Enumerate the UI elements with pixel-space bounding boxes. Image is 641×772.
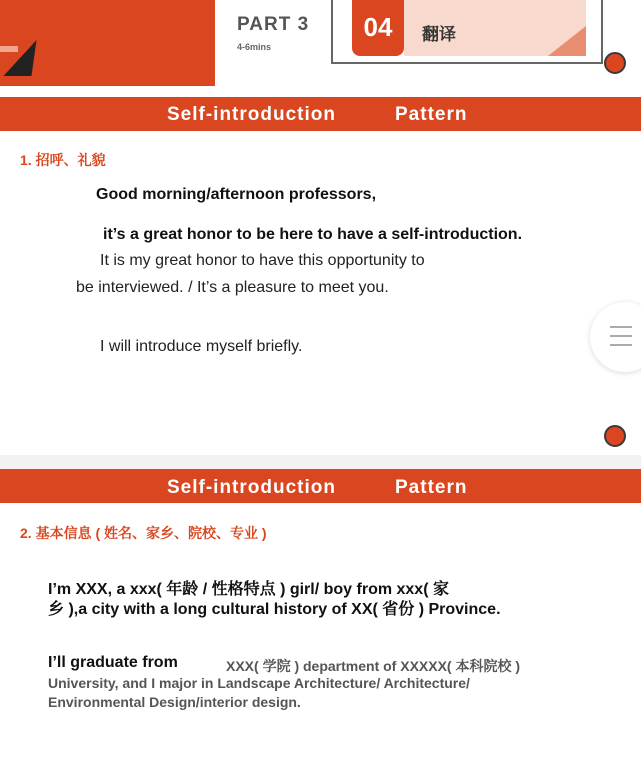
slide2-banner-left: Self-introduction [167, 477, 336, 498]
orange-dot-icon [604, 52, 626, 74]
slide1-line4: be interviewed. / It’s a pleasure to meet you. [76, 279, 389, 296]
badge-label: 翻译 [422, 25, 456, 44]
slide2-section-heading: 2. 基本信息 ( 姓名、家乡、院校、专业 ) [20, 525, 267, 541]
slide2-line5: Environmental Design/interior design. [48, 694, 301, 710]
menu-icon [610, 326, 632, 328]
menu-icon-line [610, 344, 632, 346]
orange-dot-icon [604, 425, 626, 447]
part-title: PART 3 [237, 14, 310, 35]
menu-icon-line [610, 335, 632, 337]
slide1-line5: I will introduce myself briefly. [100, 338, 303, 355]
slide1-line3: It is my great honor to have this opportunity to [100, 252, 425, 269]
slide-divider [0, 455, 641, 469]
slide1-banner-left: Self-introduction [167, 104, 336, 125]
slide2-line1: I’m XXX, a xxx( 年龄 / 性格特点 ) girl/ boy from xxx( 家 [48, 581, 449, 598]
slide1-banner-right: Pattern [395, 104, 468, 125]
slide2-line3-bold: I’ll graduate from [48, 654, 178, 671]
slide1-section-heading: 1. 招呼、礼貌 [20, 152, 106, 168]
slide2-banner-right: Pattern [395, 477, 468, 498]
slide1-line2: it’s a great honor to be here to have a self-introduction. [103, 226, 523, 243]
badge-corner-decoration [548, 26, 586, 56]
header-stripe-decoration [0, 46, 18, 52]
slide2-line4: University, and I major in Landscape Architecture/ Architecture/ [48, 675, 470, 691]
menu-button[interactable] [590, 302, 641, 372]
slide2-line2: 乡 ),a city with a long cultural history of XX( 省份 ) Province. [48, 601, 501, 618]
badge-number: 04 [363, 12, 393, 42]
slide2-line3-rest: XXX( 学院 ) department of XXXXX( 本科院校 ) [226, 658, 521, 674]
slide1-line1: Good morning/afternoon professors, [96, 186, 377, 203]
part-subtitle: 4-6mins [237, 42, 272, 52]
